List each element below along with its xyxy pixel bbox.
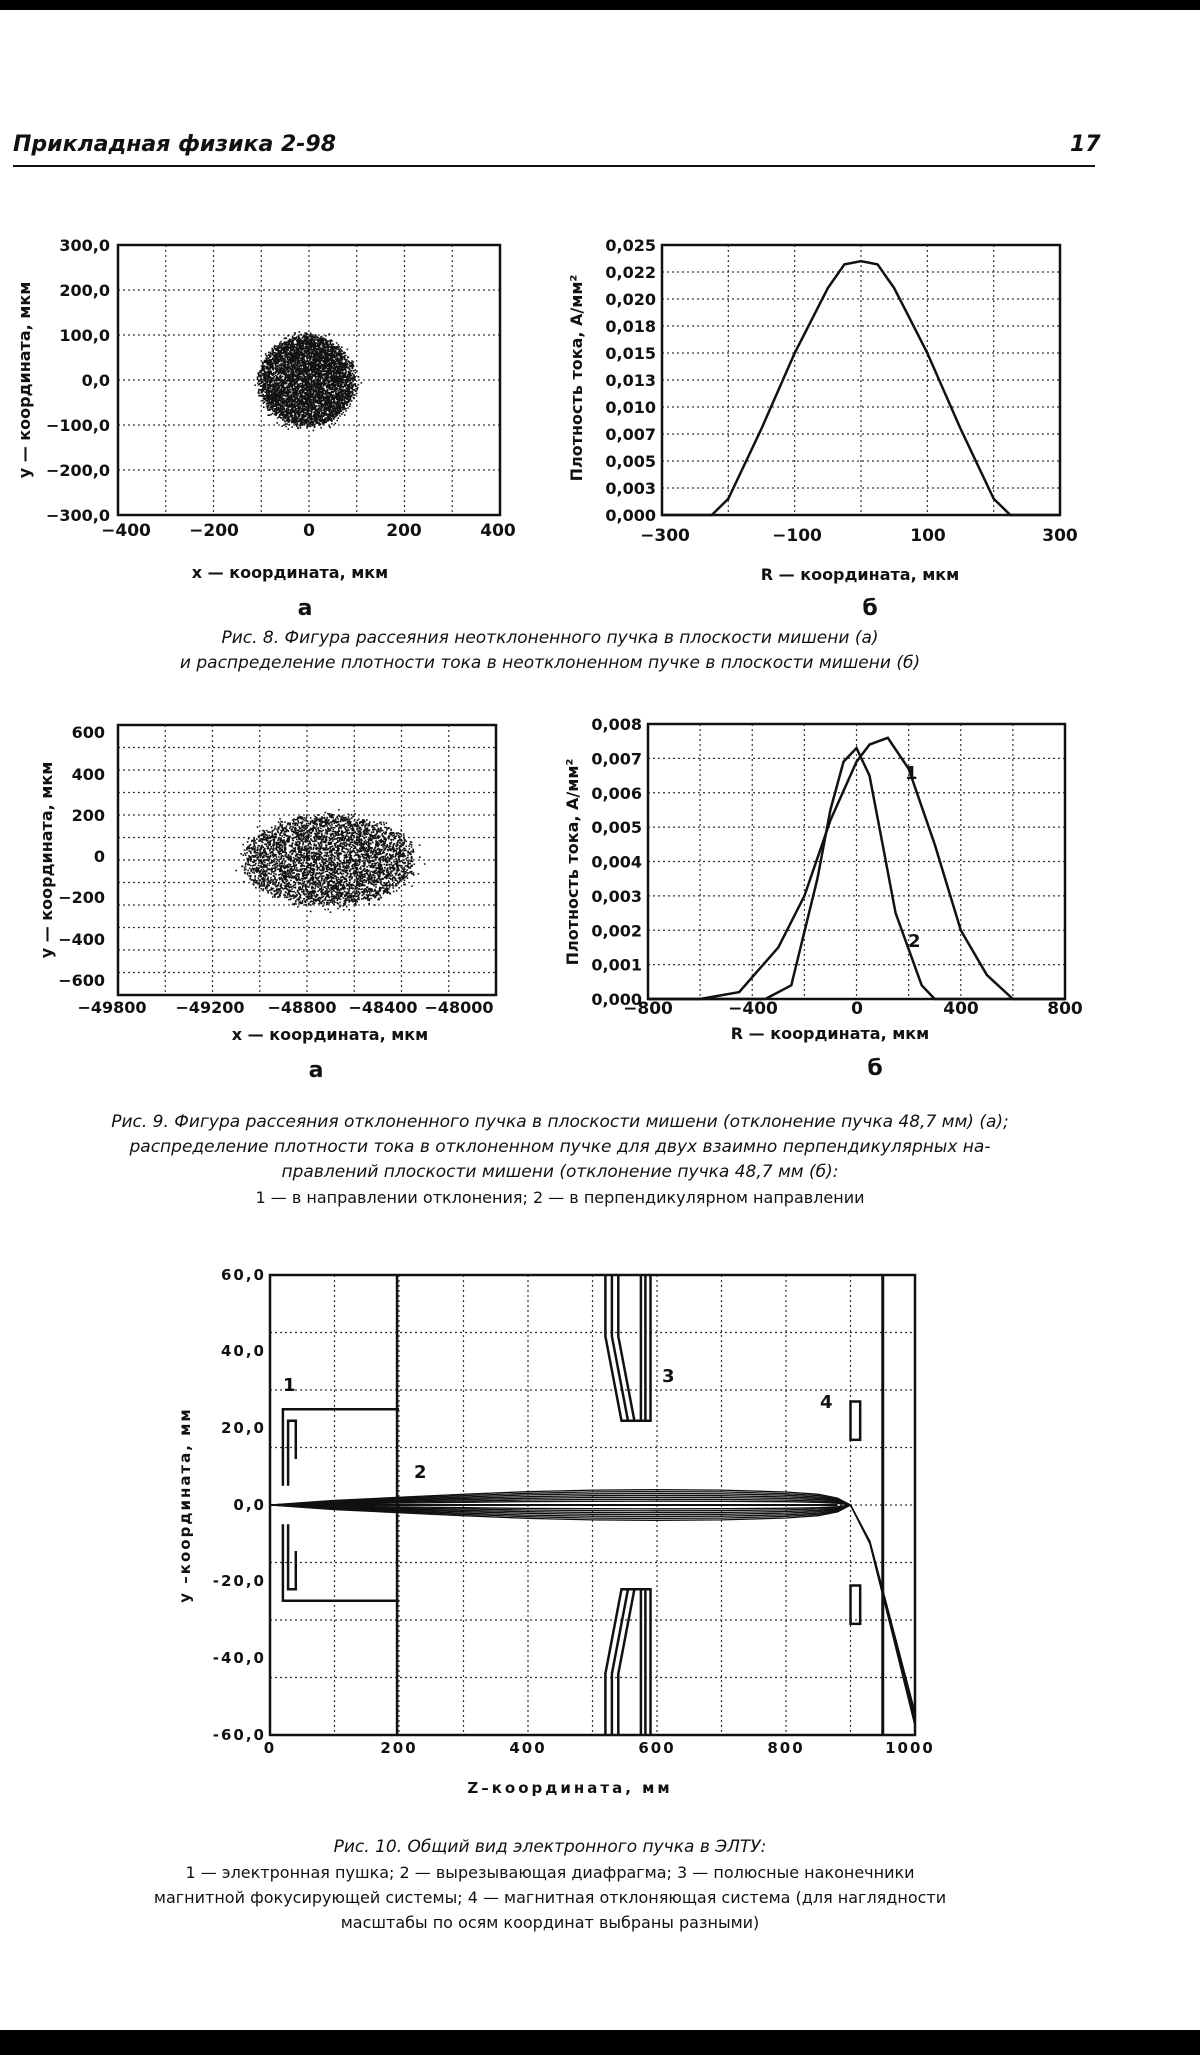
scatter-point — [306, 332, 308, 334]
fig8a-ytick: 200,0 — [59, 281, 110, 300]
fig8b-chart — [560, 228, 1100, 623]
fig9a-ytick: −200 — [58, 888, 105, 907]
fig8b-x-ticks — [640, 526, 1078, 546]
fig9b-xtick: −400 — [728, 999, 778, 1019]
ytick: 0,005 — [605, 452, 656, 471]
ytick: 0,025 — [605, 236, 656, 255]
scatter-point — [351, 382, 353, 384]
fig9a-scatter-cloud — [235, 809, 425, 913]
scatter-point — [262, 363, 264, 365]
fig10-ytick: -60,0 — [212, 1726, 266, 1744]
fig10-y-label: y –координата, мм — [176, 1407, 194, 1603]
ytick: 0,020 — [605, 290, 656, 309]
fig8a-ytick: 100,0 — [59, 326, 110, 345]
scatter-point — [254, 384, 256, 386]
fig8-caption-line: Рис. 8. Фигура рассеяния неотклоненного пучка в плоскости мишени (а) — [221, 628, 879, 648]
fig8b-y-ticks — [605, 236, 656, 525]
fig10-ytick: -40,0 — [212, 1649, 266, 1667]
scatter-point — [330, 911, 332, 913]
scatter-point — [368, 903, 370, 905]
ytick: 0,005 — [591, 818, 642, 838]
ytick: 0,010 — [605, 398, 656, 417]
scatter-point — [344, 414, 346, 416]
fig9b-xtick: 400 — [943, 999, 979, 1019]
scatter-point — [254, 840, 256, 842]
fig9a-ytick: −400 — [58, 930, 105, 949]
fig8b-xtick: −100 — [772, 526, 822, 546]
fig10-x-ticks — [264, 1739, 935, 1757]
ytick: 0,022 — [605, 263, 656, 282]
scatter-point — [288, 340, 290, 342]
fig9a-xtick: −49200 — [175, 998, 245, 1017]
fig10-xtick: 600 — [638, 1739, 676, 1757]
fig8b-sublabel: б — [862, 596, 878, 621]
fig8a-y-ticks — [46, 236, 110, 525]
ytick: 0,004 — [591, 852, 642, 872]
fig8a-xtick: 0 — [303, 521, 315, 541]
fig10-xtick: 1000 — [885, 1739, 935, 1757]
scatter-point — [336, 420, 338, 422]
fig10-chart — [140, 1255, 970, 1815]
scatter-point — [360, 382, 362, 384]
scatter-point — [367, 897, 369, 899]
scatter-point — [253, 870, 255, 872]
fig8a-ytick: −100,0 — [45, 416, 110, 435]
scatter-point — [295, 338, 297, 340]
fig9-caption — [20, 1110, 1100, 1210]
fig8b-xtick: 100 — [910, 526, 946, 546]
scatter-points — [240, 812, 420, 911]
page-number: 17 — [1070, 132, 1101, 157]
deflector-coil — [851, 1586, 861, 1624]
scatter-point — [329, 813, 331, 815]
fig10-ytick: -20,0 — [212, 1572, 266, 1590]
scatter-point — [269, 414, 271, 416]
scatter-point — [353, 398, 355, 400]
scatter-point — [294, 332, 296, 334]
scatter-point — [243, 881, 245, 883]
scatter-point — [343, 909, 345, 911]
fig8b-xtick: −300 — [640, 526, 690, 546]
fig10-ytick: 20,0 — [220, 1419, 266, 1437]
fig9a-sublabel: а — [308, 1058, 324, 1083]
fig9a-ytick: 200 — [71, 806, 105, 825]
gun-electrode — [288, 1421, 296, 1486]
scatter-point — [419, 844, 421, 846]
scatter-point — [292, 903, 294, 905]
fig10-xtick: 400 — [509, 1739, 547, 1757]
scatter-point — [309, 425, 311, 427]
fig9b-xtick: 0 — [851, 999, 863, 1019]
fig8a-chart — [0, 230, 560, 620]
fig9a-y-label: y — координата, мкм — [37, 761, 56, 959]
fig8b-x-label: R — координата, мкм — [760, 565, 960, 584]
ytick: 0,007 — [605, 425, 656, 444]
fig9a-ytick: 400 — [71, 765, 105, 784]
fig8-caption — [80, 626, 1020, 676]
ytick: 0,013 — [605, 371, 656, 390]
scatter-point — [411, 885, 413, 887]
ytick: 0,008 — [591, 715, 642, 734]
scatter-point — [374, 904, 376, 906]
fig8a-ytick: −200,0 — [45, 461, 110, 480]
fig9a-xtick: −48400 — [348, 998, 418, 1017]
scatter-point — [250, 870, 252, 872]
scatter-point — [279, 818, 281, 820]
fig9a-xtick: −48000 — [424, 998, 494, 1017]
scatter-point — [398, 887, 400, 889]
scatter-point — [338, 809, 340, 811]
ytick: 0,003 — [605, 479, 656, 498]
ytick: 0,001 — [591, 955, 642, 975]
fig9-caption-line: Рис. 9. Фигура рассеяния отклоненного пучка в плоскости мишени (отклонение пучка 48,7 мм) (а); — [111, 1112, 1009, 1132]
scatter-point — [244, 873, 246, 875]
fig10-ytick: 60,0 — [220, 1266, 266, 1284]
fig8b-grid — [662, 245, 1060, 515]
scatter-point — [411, 844, 413, 846]
fig10-label-gun: 1 — [283, 1375, 296, 1396]
fig10-x-label: Z–координата, мм — [467, 1779, 673, 1797]
scatter-point — [257, 376, 259, 378]
scatter-point — [253, 884, 255, 886]
deflector-coil — [851, 1402, 861, 1440]
scatter-point — [418, 873, 420, 875]
fig9a-y-ticks — [58, 723, 105, 990]
ytick: 0,002 — [591, 921, 642, 941]
ytick: 0,006 — [591, 783, 642, 803]
fig9a-ytick: 600 — [71, 723, 105, 742]
fig9a-chart — [0, 715, 560, 1085]
fig10-y-ticks — [213, 1266, 266, 1744]
scatter-point — [377, 899, 379, 901]
fig8a-y-label: y — координата, мкм — [15, 281, 34, 479]
scatter-point — [263, 383, 265, 385]
fig8a-sublabel: а — [297, 596, 313, 620]
scatter-point — [275, 893, 277, 895]
fig9b-sublabel: б — [867, 1056, 883, 1081]
scatter-point — [298, 818, 300, 820]
fig8a-scatter-cloud — [254, 331, 362, 431]
scatter-point — [331, 423, 333, 425]
scatter-point — [274, 896, 276, 898]
fig9-caption-line: правлений плоскости мишени (отклонение пучка 48,7 мм (б): — [281, 1162, 839, 1182]
fig8a-xtick: 200 — [386, 521, 422, 541]
fig8a-ytick: 300,0 — [59, 236, 110, 255]
scatter-point — [284, 424, 286, 426]
scatter-points — [257, 331, 359, 431]
fig10-xtick: 0 — [263, 1739, 277, 1757]
scatter-point — [314, 426, 316, 428]
fig10-label-deflector: 4 — [820, 1392, 833, 1413]
scatter-point — [258, 395, 260, 397]
ytick: 0,000 — [605, 506, 656, 525]
scatter-point — [358, 384, 360, 386]
scatter-point — [329, 427, 331, 429]
scatter-point — [264, 834, 266, 836]
fig9b-curve2-label: 2 — [908, 931, 921, 952]
fig9-caption-line: распределение плотности тока в отклоненном пучке для двух взаимно перпендикулярных на- — [129, 1137, 991, 1157]
fig8a-ytick: −300,0 — [45, 506, 110, 525]
fig8a-xtick: −400 — [101, 521, 151, 541]
fig9b-y-label: Плотность тока, А/мм² — [563, 758, 582, 966]
ytick: 0,018 — [605, 317, 656, 336]
ytick: 0,015 — [605, 344, 656, 363]
fig9a-x-ticks — [77, 998, 493, 1017]
fig10-caption-line: масштабы по осям координат выбраны разными) — [340, 1913, 760, 1932]
scatter-point — [310, 911, 312, 913]
fig9a-xtick: −48800 — [267, 998, 337, 1017]
scatter-point — [347, 394, 349, 396]
scatter-point — [344, 902, 346, 904]
fig9a-ytick: −600 — [58, 971, 105, 990]
fig10-ytick: 0,0 — [233, 1496, 266, 1514]
fig9b-xtick: 800 — [1047, 999, 1083, 1019]
scatter-point — [267, 409, 269, 411]
scatter-point — [280, 413, 282, 415]
fig10-xtick: 800 — [767, 1739, 805, 1757]
scan-edge-top — [0, 0, 1200, 10]
fig9b-x-ticks — [623, 999, 1083, 1019]
fig10-label-diaphragm: 2 — [414, 1462, 427, 1483]
scatter-point — [257, 826, 259, 828]
scatter-point — [262, 369, 264, 371]
scatter-point — [379, 822, 381, 824]
fig9b-y-ticks — [591, 715, 642, 1009]
fig8a-x-label: x — координата, мкм — [191, 563, 389, 582]
scatter-point — [334, 423, 336, 425]
scatter-point — [259, 383, 261, 385]
journal-title: Прикладная физика 2-98 — [13, 132, 336, 157]
fig9b-xtick: −800 — [623, 999, 673, 1019]
scatter-point — [242, 844, 244, 846]
beam-trajectory — [270, 1494, 915, 1722]
fig8b-xtick: 300 — [1042, 526, 1078, 546]
fig9-caption-legend: 1 — в направлении отклонения; 2 — в перпендикулярном направлении — [255, 1188, 865, 1207]
fig9b-curve1-label: 1 — [905, 763, 918, 784]
scatter-point — [271, 405, 273, 407]
ytick: 0,003 — [591, 886, 642, 906]
fig10-xtick: 200 — [380, 1739, 418, 1757]
fig10-ytick: 40,0 — [220, 1342, 266, 1360]
scatter-point — [340, 820, 342, 822]
scatter-point — [403, 833, 405, 835]
fig8a-xtick: −200 — [189, 521, 239, 541]
scatter-point — [272, 896, 274, 898]
fig9a-ytick: 0 — [93, 847, 105, 866]
gun-electrode — [288, 1524, 296, 1589]
scatter-point — [403, 842, 405, 844]
ytick: 0,000 — [591, 990, 642, 1009]
scatter-point — [271, 888, 273, 890]
beam-trajectory — [270, 1505, 915, 1721]
scatter-point — [281, 425, 283, 427]
scatter-point — [329, 333, 331, 335]
scatter-point — [288, 428, 290, 430]
fig8a-ytick: 0,0 — [81, 371, 110, 390]
ytick: 0,007 — [591, 749, 642, 769]
fig9b-grid — [648, 724, 1065, 999]
scatter-point — [277, 348, 279, 350]
scatter-point — [347, 349, 349, 351]
scatter-point — [282, 419, 284, 421]
fig8b-y-label: Плотность тока, А/мм² — [567, 274, 586, 482]
scan-edge-bottom — [0, 2030, 1200, 2055]
fig9b-x-label: R — координата, мкм — [730, 1024, 930, 1043]
fig8-caption-line: и распределение плотности тока в неотклоненном пучке в плоскости мишени (б) — [179, 653, 921, 673]
scatter-point — [332, 817, 334, 819]
fig10-label-poles: 3 — [662, 1366, 675, 1387]
fig9b-chart — [560, 712, 1100, 1087]
scatter-point — [248, 838, 250, 840]
fig8a-x-ticks — [101, 521, 516, 541]
scatter-point — [424, 863, 426, 865]
scatter-point — [358, 376, 360, 378]
fig9a-xtick: −49800 — [77, 998, 147, 1017]
fig9a-x-label: x — координата, мкм — [231, 1025, 429, 1044]
scatter-point — [278, 346, 280, 348]
scatter-point — [276, 422, 278, 424]
scatter-point — [333, 344, 335, 346]
fig10-caption-title: Рис. 10. Общий вид электронного пучка в ЭЛТУ: — [333, 1837, 767, 1857]
fig8a-xtick: 400 — [480, 521, 516, 541]
scatter-point — [235, 870, 237, 872]
fig10-caption-line: магнитной фокусирующей системы; 4 — магнитная отклоняющая система (для наглядности — [153, 1888, 947, 1907]
header-rule — [13, 165, 1095, 167]
scatter-point — [293, 903, 295, 905]
fig10-caption — [60, 1835, 1040, 1935]
fig10-caption-line: 1 — электронная пушка; 2 — вырезывающая диафрагма; 3 — полюсные наконечники — [185, 1863, 915, 1882]
